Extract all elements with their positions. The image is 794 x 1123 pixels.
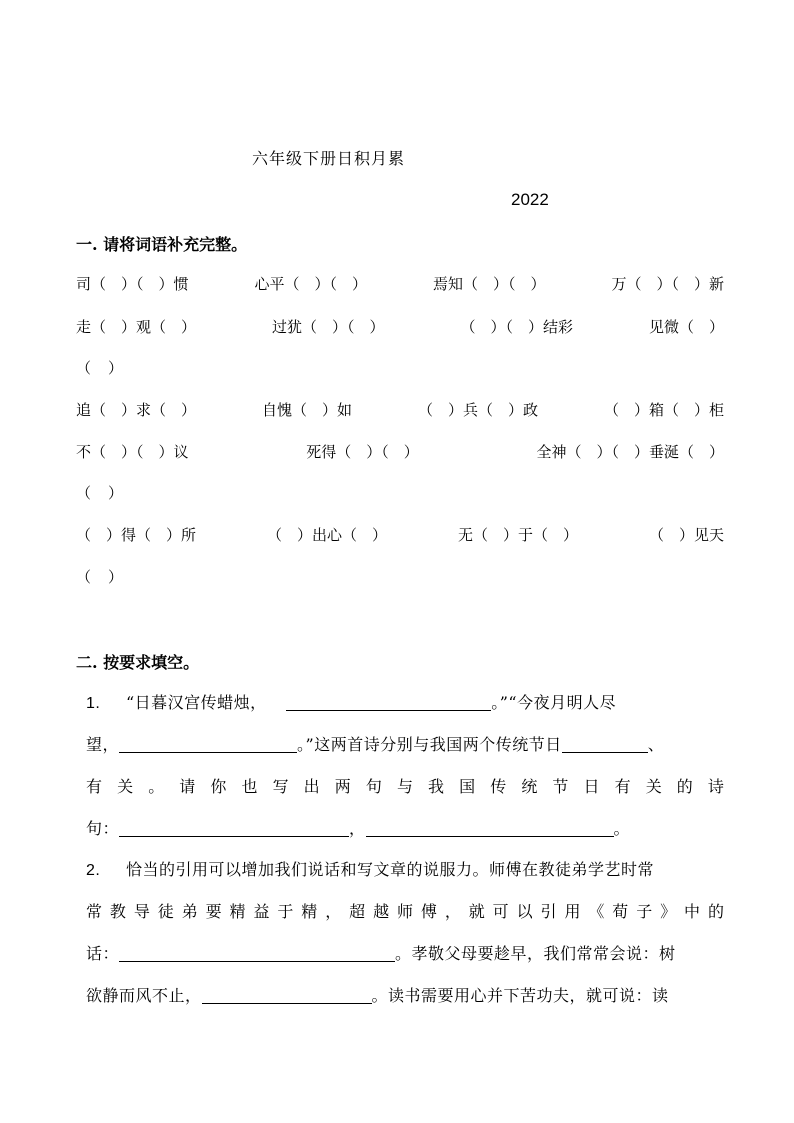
q2-answer-blank-2[interactable] <box>202 987 372 1004</box>
word-line-8 <box>76 566 724 587</box>
q1-text-char: 我 <box>428 777 445 796</box>
q1-text-char: 日 <box>583 777 600 796</box>
q1-line-3 <box>86 774 724 797</box>
word-item: 死得（ ）（ ） <box>306 443 419 461</box>
section2-heading: 二. 按要求填空。 <box>76 653 200 672</box>
q2-text-char: 常 <box>86 902 103 921</box>
q2-number: 2. <box>86 862 101 879</box>
q2-answer-blank-1[interactable] <box>119 945 395 962</box>
q2-text-char: 《 <box>588 902 605 921</box>
word-line-6 <box>76 482 724 503</box>
q1-text-8: 。 <box>613 819 631 838</box>
q2-text-1: 恰当的引用可以增加我们说话和写文章的说服力。师傅在教徒弟学艺时常 <box>125 860 654 879</box>
word-item: 司（ ）（ ）惯 <box>76 275 189 293</box>
q1-text-1: “日暮汉宫传蜡烛， <box>125 693 267 712</box>
q2-text-char: 超 <box>349 902 366 921</box>
word-item: （ ）出心（ ） <box>266 526 387 544</box>
word-line-5 <box>76 441 724 462</box>
word-item: （ ） <box>76 568 125 586</box>
q2-text-char: 益 <box>253 902 270 921</box>
q2-text-char: 中 <box>684 902 701 921</box>
word-item: 万（ ）（ ）新 <box>611 275 724 293</box>
word-line-3 <box>76 357 724 378</box>
q2-text-char: 要 <box>205 902 222 921</box>
q1-text-char: 有 <box>614 777 631 796</box>
q1-text-char: 与 <box>396 777 413 796</box>
word-item: （ ） <box>76 359 125 377</box>
q1-text-char: 出 <box>303 777 320 796</box>
q2-text-3a: 话： <box>86 944 120 963</box>
q2-text-3b: 。孝敬父母要趁早，我们常常会说：树 <box>395 944 676 963</box>
word-item: 不（ ）（ ）议 <box>76 443 189 461</box>
q1-text-7: ， <box>349 819 366 838</box>
word-item: （ ）兵（ ）政 <box>417 401 538 419</box>
word-item: 焉知（ ）（ ） <box>432 275 546 293</box>
q1-answer-blank-1[interactable] <box>286 694 491 711</box>
q2-text-char: 用 <box>564 902 581 921</box>
q2-text-char: 可 <box>492 902 509 921</box>
word-line-1 <box>76 273 724 294</box>
word-item: 全神（ ）（ ）垂涎（ ） <box>536 443 724 461</box>
q2-text-4b: 。读书需要用心并下苦功夫，就可说：读 <box>371 986 669 1005</box>
q1-text-char: 传 <box>490 777 507 796</box>
q1-text-char: 国 <box>459 777 476 796</box>
q2-text-char: 导 <box>133 902 150 921</box>
q2-text-char: 教 <box>109 902 126 921</box>
q1-text-char: 请 <box>179 777 196 796</box>
q1-text-char: 关 <box>117 777 134 796</box>
q1-text-char: 两 <box>334 777 351 796</box>
q2-text-char: 子 <box>636 902 653 921</box>
q2-text-char: 就 <box>468 902 485 921</box>
q1-text-3: 望， <box>86 735 120 754</box>
q1-text-char: 你 <box>210 777 227 796</box>
word-item: （ ）见天 <box>648 526 724 544</box>
word-item: （ ）得（ ）所 <box>76 526 197 544</box>
q1-text-char: 节 <box>552 777 569 796</box>
q1-line-4 <box>86 816 724 839</box>
q2-text-char: 于 <box>277 902 294 921</box>
word-item: 过犹（ ）（ ） <box>271 318 385 336</box>
q2-text-char: 师 <box>396 902 413 921</box>
q1-text-char: 也 <box>241 777 258 796</box>
q2-line-1 <box>86 857 724 880</box>
q2-text-char: 精 <box>301 902 318 921</box>
q2-text-char: 弟 <box>181 902 198 921</box>
q1-text-char: 句 <box>365 777 382 796</box>
q2-text-char: 越 <box>373 902 390 921</box>
q1-text-char: 写 <box>272 777 289 796</box>
page-title: 六年级下册日积月累 <box>252 149 406 168</box>
q2-text-4a: 欲静而风不止， <box>86 986 202 1005</box>
year-label: 2022 <box>511 190 549 209</box>
q1-answer-blank-2[interactable] <box>119 736 297 753</box>
q1-number: 1. <box>86 695 101 712</box>
q2-line-2 <box>86 899 724 922</box>
word-item: 无（ ）于（ ） <box>457 526 578 544</box>
word-item: 心平（ ）（ ） <box>254 275 367 293</box>
word-item: 追（ ）求（ ） <box>76 401 197 419</box>
q1-text-6: 句： <box>86 819 120 838</box>
q1-text-char: 有 <box>86 777 103 796</box>
q2-text-char: 的 <box>707 902 724 921</box>
word-item: 自愧（ ）如 <box>261 401 352 419</box>
q1-text-char: 。 <box>148 777 165 796</box>
q1-text-char: 诗 <box>707 777 724 796</box>
word-item: （ ）（ ）结彩 <box>460 318 573 336</box>
q2-text-char: 精 <box>229 902 246 921</box>
q2-text-char: ， <box>325 902 342 921</box>
q1-text-char: 的 <box>676 777 693 796</box>
q1-text-4: 。”这两首诗分别与我国两个传统节日 <box>297 735 562 754</box>
q2-text-char: 徒 <box>157 902 174 921</box>
q2-line-3 <box>86 941 724 964</box>
q1-answer-blank-3[interactable] <box>562 736 648 753</box>
word-item: 走（ ）观（ ） <box>76 318 197 336</box>
q1-text-char: 关 <box>645 777 662 796</box>
q1-line-2 <box>86 732 724 755</box>
q2-text-char: 引 <box>540 902 557 921</box>
q2-line-4 <box>86 983 724 1006</box>
q2-text-char: 傅 <box>420 902 437 921</box>
word-line-7 <box>76 524 724 545</box>
q1-text-5: 、 <box>647 735 665 754</box>
q1-line-1 <box>86 690 724 713</box>
q1-answer-blank-4[interactable] <box>119 820 349 837</box>
word-line-2 <box>76 316 724 337</box>
word-item: （ ）箱（ ）柜 <box>603 401 724 419</box>
word-item: 见微（ ） <box>648 318 724 336</box>
q2-text-char: 》 <box>660 902 677 921</box>
q2-text-char: ， <box>444 902 461 921</box>
q1-answer-blank-5[interactable] <box>366 820 614 837</box>
q1-text-char: 统 <box>521 777 538 796</box>
q1-text-2: 。”“今夜月明人尽 <box>491 693 617 712</box>
q2-text-char: 以 <box>516 902 533 921</box>
word-item: （ ） <box>76 484 125 502</box>
section1-heading: 一. 请将词语补充完整。 <box>76 235 248 254</box>
word-line-4 <box>76 399 724 420</box>
q2-text-char: 荀 <box>612 902 629 921</box>
